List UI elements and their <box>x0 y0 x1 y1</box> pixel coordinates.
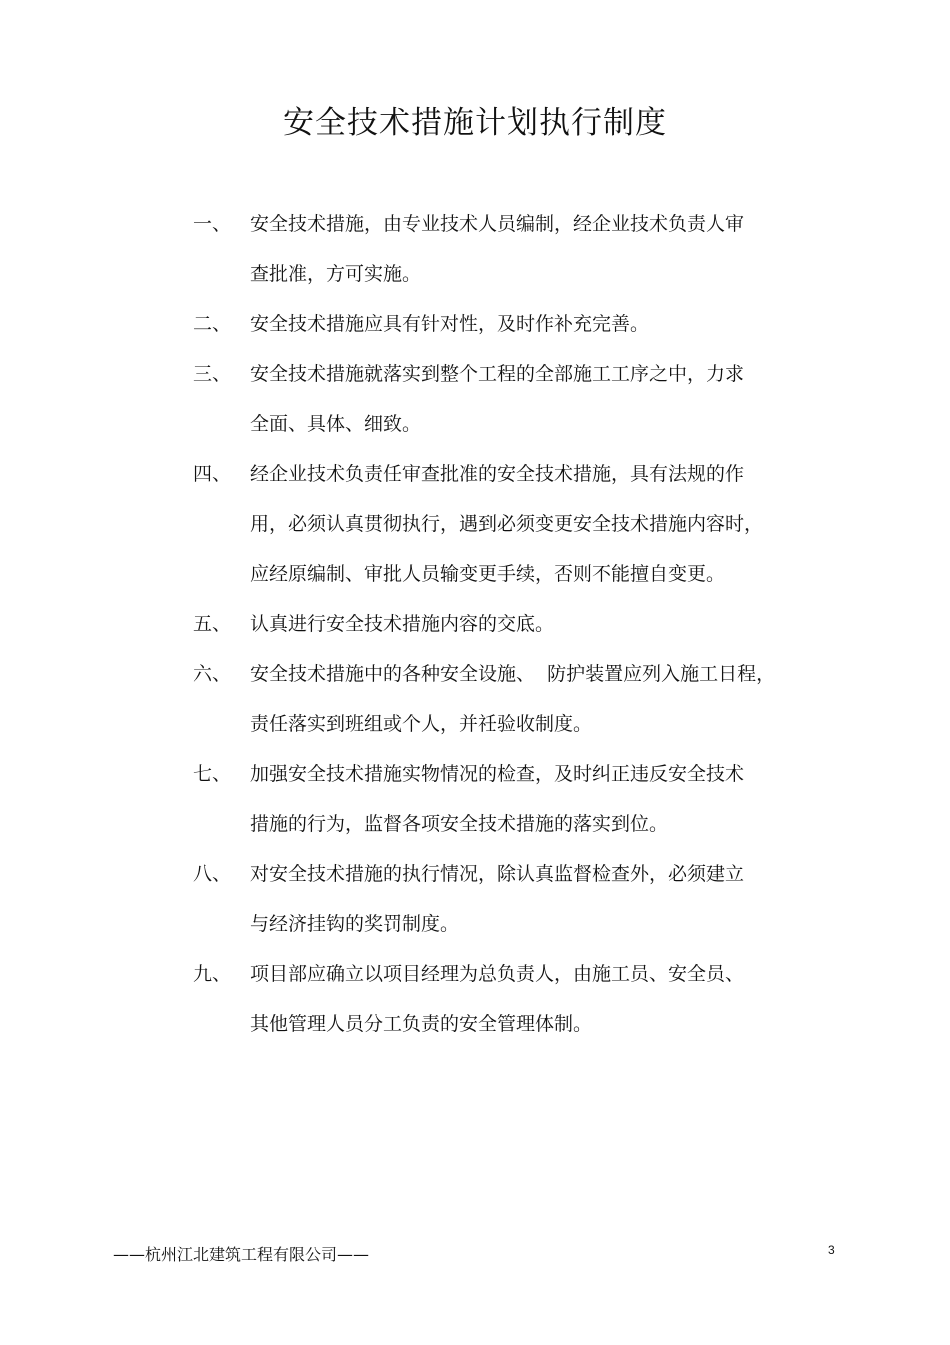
list-item <box>193 199 833 299</box>
item-number: 八、 <box>193 863 232 885</box>
list-item <box>193 299 833 349</box>
item-text-line: 用，必须认真贯彻执行，遇到必须变更安全技术措施内容时， <box>250 513 764 535</box>
item-text-line: 其他管理人员分工负责的安全管理体制。 <box>250 1013 593 1035</box>
item-number: 三、 <box>193 363 232 385</box>
item-text-line: 对安全技术措施的执行情况，除认真监督检查外，必须建立 <box>250 863 745 885</box>
item-text-line: 安全技术措施，由专业技术人员编制，经企业技术负责人审 <box>250 213 745 235</box>
list-item <box>193 849 833 949</box>
item-number: 五、 <box>193 613 232 635</box>
item-number: 一、 <box>193 213 232 235</box>
item-text-line: 应经原编制、审批人员输变更手续，否则不能擅自变更。 <box>250 563 726 585</box>
footer-company: ——杭州江北建筑工程有限公司—— <box>113 1245 370 1264</box>
item-text-line: 安全技术措施中的各种安全设施、 防护装置应列入施工日程， <box>250 663 776 685</box>
item-text-line: 措施的行为，监督各项安全技术措施的落实到位。 <box>250 813 669 835</box>
item-number: 九、 <box>193 963 232 985</box>
item-text-line: 安全技术措施就落实到整个工程的全部施工工序之中，力求 <box>250 363 745 385</box>
list-item <box>193 749 833 849</box>
page-number: 3 <box>828 1243 835 1257</box>
item-text-line: 经企业技术负责任审查批准的安全技术措施，具有法规的作 <box>250 463 745 485</box>
item-text-line: 责任落实到班组或个人，并祍验收制度。 <box>250 713 593 735</box>
list-item <box>193 949 833 1049</box>
list-item <box>193 349 833 449</box>
list-item <box>193 599 833 649</box>
item-text-line: 项目部应确立以项目经理为总负责人，由施工员、安全员、 <box>250 963 745 985</box>
item-number: 六、 <box>193 663 232 685</box>
regulation-list <box>193 199 833 1049</box>
list-item <box>193 649 833 749</box>
document-title: 安全技术措施计划执行制度 <box>283 105 667 141</box>
item-text-line: 认真进行安全技术措施内容的交底。 <box>250 613 555 635</box>
item-text-line: 全面、具体、细致。 <box>250 413 422 435</box>
item-number: 二、 <box>193 313 232 335</box>
item-text-line: 加强安全技术措施实物情况的检查，及时纠正违反安全技术 <box>250 763 745 785</box>
item-number: 四、 <box>193 463 232 485</box>
item-text-line: 查批准，方可实施。 <box>250 263 422 285</box>
list-item <box>193 449 833 599</box>
item-text-line: 与经济挂钩的奖罚制度。 <box>250 913 460 935</box>
item-number: 七、 <box>193 763 232 785</box>
item-text-line: 安全技术措施应具有针对性，及时作补充完善。 <box>250 313 650 335</box>
